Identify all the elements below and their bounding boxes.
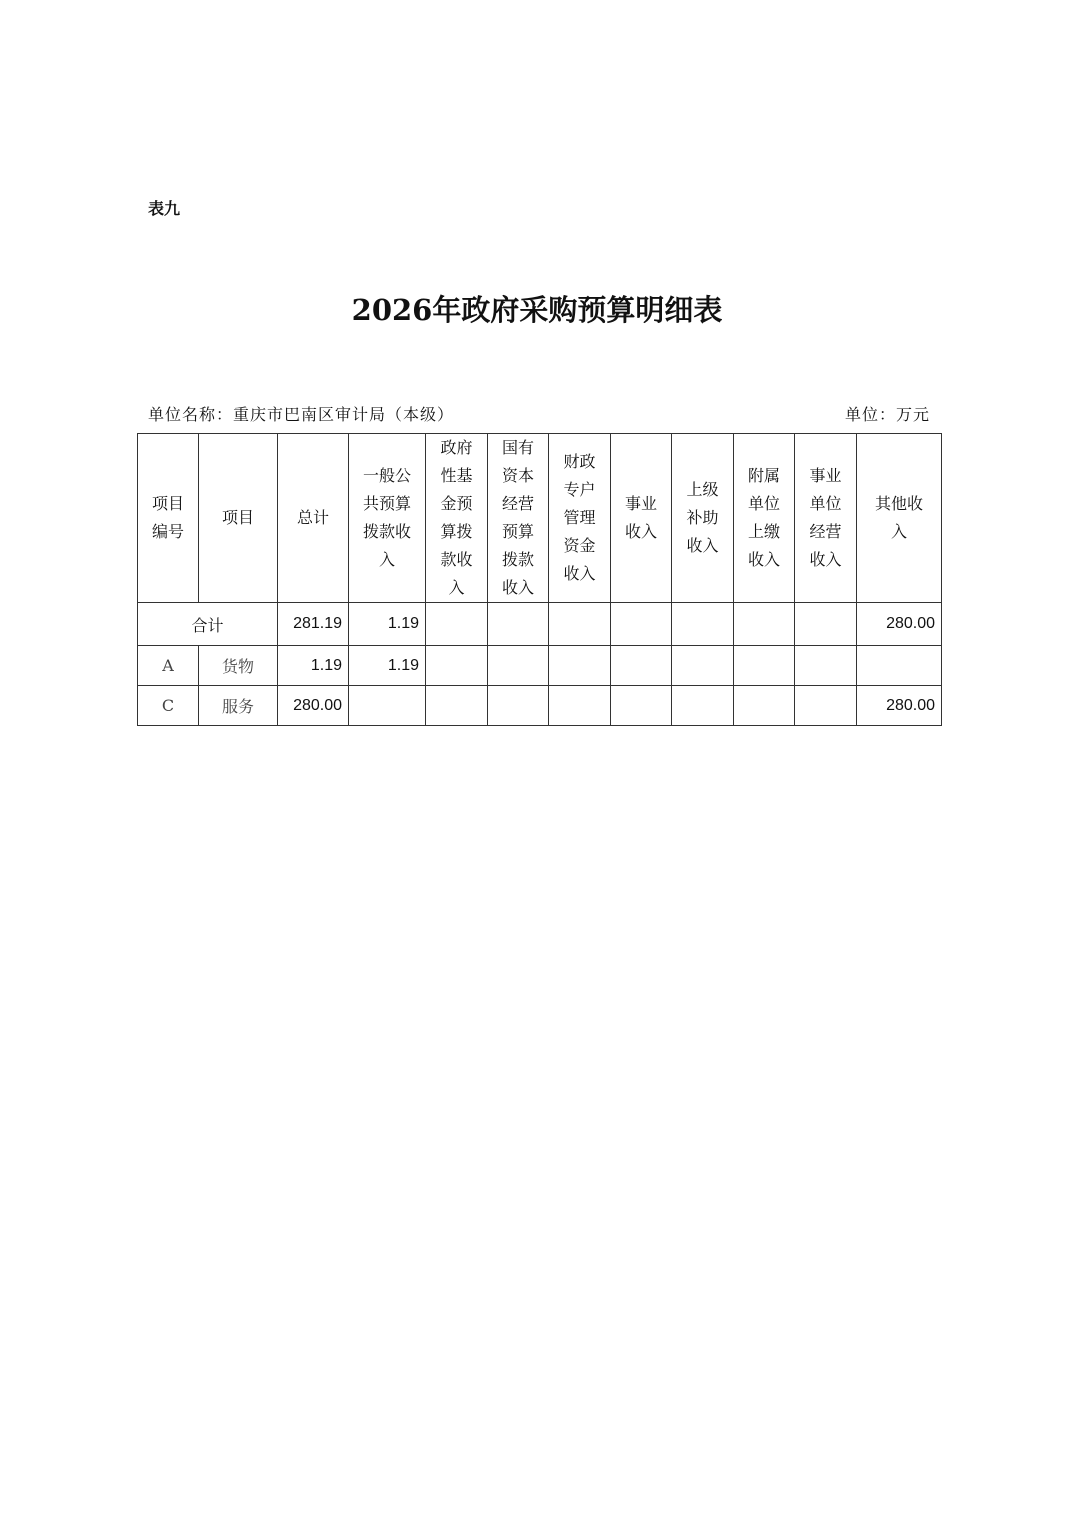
column-header xyxy=(734,434,795,603)
table-cell xyxy=(426,646,488,686)
column-header xyxy=(349,434,426,603)
total-cell xyxy=(549,603,611,646)
table-cell xyxy=(549,686,611,726)
column-header-line: 入 xyxy=(378,550,395,569)
column-header-line: 收入 xyxy=(501,578,534,597)
table-row xyxy=(138,686,942,726)
column-header-line: 单位 xyxy=(809,494,842,513)
table-cell: 280.00 xyxy=(278,686,349,726)
table-cell xyxy=(795,686,857,726)
column-header-line: 附属 xyxy=(747,466,780,485)
item-code: A xyxy=(138,646,199,686)
column-header-line: 收入 xyxy=(686,536,719,555)
table-cell xyxy=(672,646,734,686)
column-header-line: 经营 xyxy=(501,494,534,513)
item-name: 服务 xyxy=(199,686,278,726)
column-header xyxy=(795,434,857,603)
total-cell xyxy=(672,603,734,646)
table-label: 表九 xyxy=(148,199,181,218)
column-header-line: 一般公 xyxy=(362,466,411,485)
column-header-line: 拨款 xyxy=(501,550,534,569)
column-header-line: 资本 xyxy=(501,466,534,485)
column-header xyxy=(138,434,199,603)
table-cell: 280.00 xyxy=(857,686,942,726)
table-row xyxy=(138,646,942,686)
total-cell xyxy=(734,603,795,646)
column-header-line: 专户 xyxy=(563,480,596,499)
column-header-line: 事业 xyxy=(809,466,842,485)
column-header xyxy=(857,434,942,603)
column-header-line: 总计 xyxy=(296,508,329,527)
column-header-line: 上级 xyxy=(686,480,719,499)
table-cell xyxy=(734,646,795,686)
total-cell xyxy=(611,603,672,646)
column-header-line: 收入 xyxy=(624,522,657,541)
table-total-row xyxy=(138,603,942,646)
column-header-line: 金预 xyxy=(440,494,473,513)
column-header-line: 编号 xyxy=(151,522,184,541)
column-header xyxy=(426,434,488,603)
total-cell: 281.19 xyxy=(278,603,349,646)
column-header-line: 算拨 xyxy=(440,522,473,541)
unit-of-measure: 单位：万元 xyxy=(844,405,930,424)
total-cell: 280.00 xyxy=(857,603,942,646)
table-cell xyxy=(795,646,857,686)
column-header-line: 事业 xyxy=(624,494,657,513)
column-header-line: 拨款收 xyxy=(362,522,411,541)
table-cell xyxy=(611,646,672,686)
table-cell xyxy=(611,686,672,726)
table-cell xyxy=(488,646,549,686)
column-header-line: 财政 xyxy=(563,452,596,471)
total-label: 合计 xyxy=(138,603,278,646)
column-header xyxy=(278,434,349,603)
column-header-line: 国有 xyxy=(501,438,534,457)
total-cell xyxy=(795,603,857,646)
column-header xyxy=(672,434,734,603)
column-header-line: 收入 xyxy=(747,550,780,569)
budget-table xyxy=(137,433,942,726)
column-header-line: 上缴 xyxy=(747,522,780,541)
table-cell: 1.19 xyxy=(349,646,426,686)
column-header-line: 经营 xyxy=(809,522,842,541)
column-header-line: 入 xyxy=(448,578,465,597)
column-header-line: 预算 xyxy=(501,522,534,541)
column-header-line: 单位 xyxy=(747,494,780,513)
column-header-line: 资金 xyxy=(563,536,596,555)
table-cell: 1.19 xyxy=(278,646,349,686)
table-cell xyxy=(857,646,942,686)
column-header xyxy=(488,434,549,603)
unit-name: 单位名称：重庆市巴南区审计局（本级） xyxy=(148,405,455,424)
item-code: C xyxy=(138,686,199,726)
table-cell xyxy=(349,686,426,726)
column-header-line: 项目 xyxy=(151,494,184,513)
table-cell xyxy=(488,686,549,726)
table-header-row xyxy=(138,434,942,603)
column-header-line: 政府 xyxy=(440,438,473,457)
column-header-line: 性基 xyxy=(440,466,473,485)
column-header xyxy=(199,434,278,603)
table-cell xyxy=(734,686,795,726)
column-header xyxy=(549,434,611,603)
table-cell xyxy=(426,686,488,726)
total-cell: 1.19 xyxy=(349,603,426,646)
column-header-line: 共预算 xyxy=(362,494,411,513)
total-cell xyxy=(488,603,549,646)
item-name: 货物 xyxy=(199,646,278,686)
table-cell xyxy=(549,646,611,686)
document-title: 2026年政府采购预算明细表 xyxy=(351,293,723,327)
total-cell xyxy=(426,603,488,646)
column-header-line: 补助 xyxy=(686,508,719,527)
table-cell xyxy=(672,686,734,726)
column-header-line: 收入 xyxy=(563,564,596,583)
column-header xyxy=(611,434,672,603)
column-header-line: 入 xyxy=(890,522,907,541)
column-header-line: 管理 xyxy=(563,508,596,527)
column-header-line: 收入 xyxy=(809,550,842,569)
column-header-line: 项目 xyxy=(221,508,254,527)
column-header-line: 款收 xyxy=(440,550,473,569)
column-header-line: 其他收 xyxy=(874,494,923,513)
